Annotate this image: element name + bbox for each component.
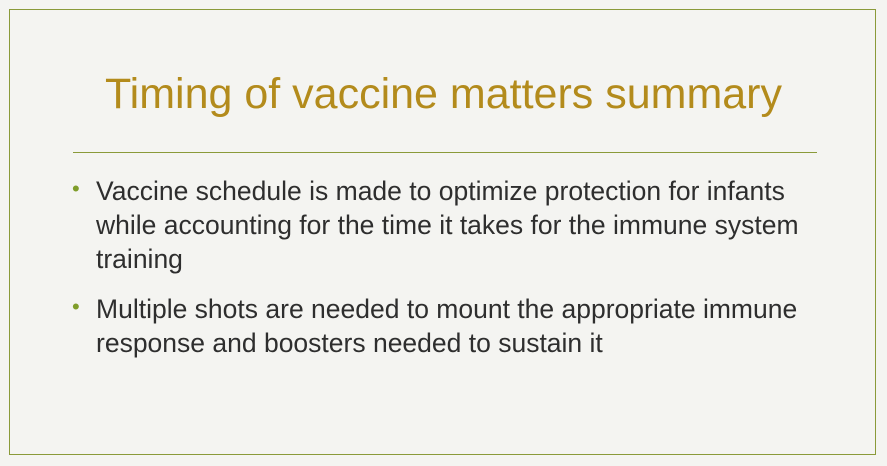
bullet-text: Multiple shots are needed to mount the appropriate immune response and boosters needed to sustain it <box>96 294 798 358</box>
bullet-icon: • <box>72 294 80 319</box>
bullet-item <box>70 292 830 360</box>
slide-title: Timing of vaccine matters summary <box>104 70 783 118</box>
title-divider <box>73 152 817 153</box>
bullet-text: Vaccine schedule is made to optimize protection for infants while accounting for the time it takes for the immune system training <box>96 176 799 274</box>
bullet-item <box>70 174 830 276</box>
bullet-icon: • <box>72 176 80 201</box>
bullet-list <box>70 174 830 360</box>
